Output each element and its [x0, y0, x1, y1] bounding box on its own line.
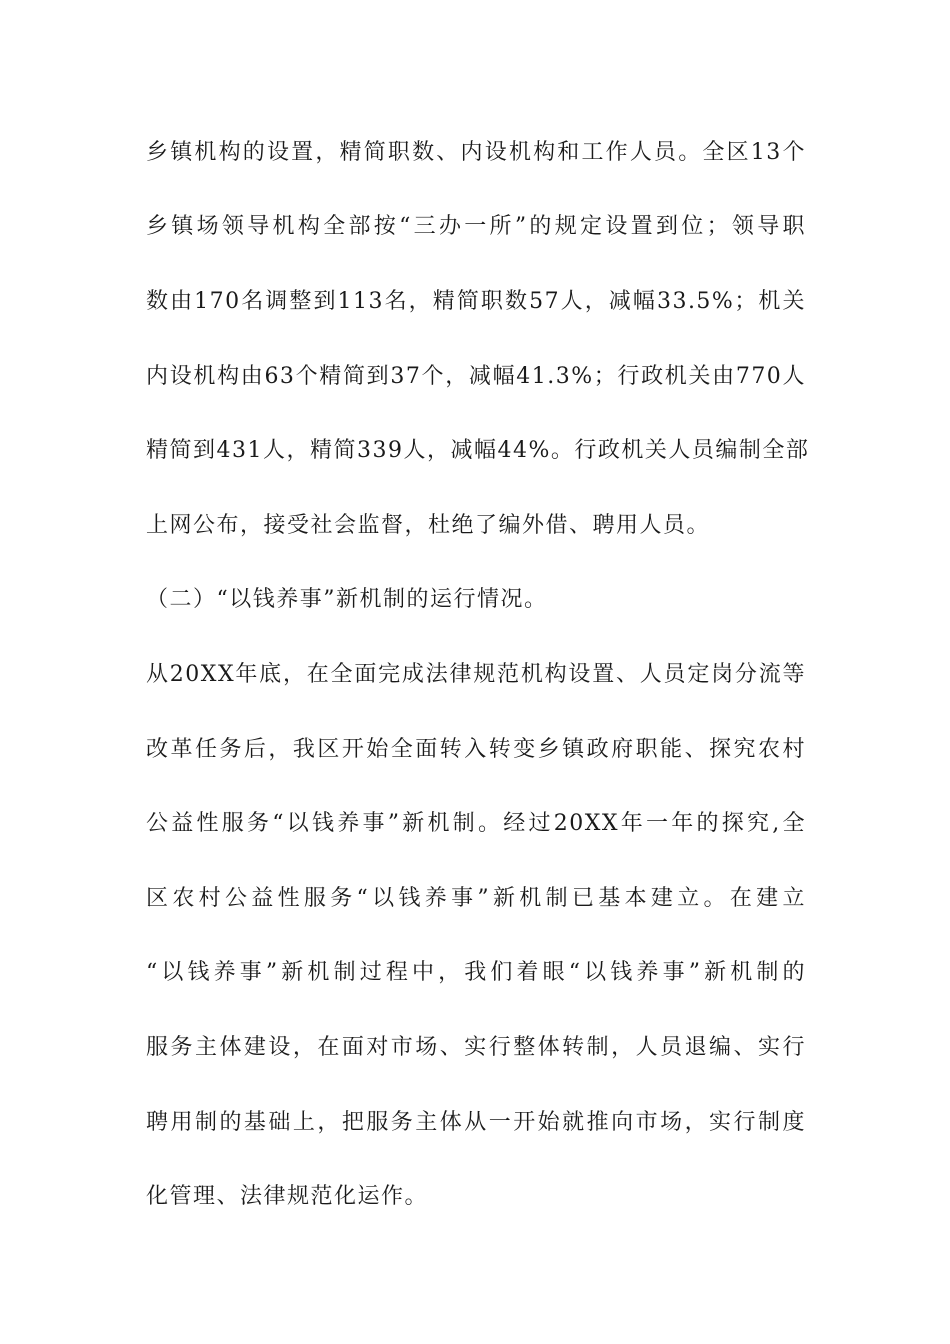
text-line: 区农村公益性服务“以钱养事”新机制已基本建立。在建立: [146, 886, 806, 911]
text-line: 聘用制的基础上，把服务主体从一开始就推向市场，实行制度: [146, 1110, 806, 1135]
text-line: 数由170名调整到113名，精简职数57人，减幅33.5%；机关: [146, 289, 806, 314]
text-line: 公益性服务“以钱养事”新机制。经过20XX年一年的探究,全: [146, 811, 806, 836]
text-line: 乡镇机构的设置，精简职数、内设机构和工作人员。全区13个: [146, 140, 806, 165]
section-heading: （二）“以钱养事”新机制的运行情况。: [146, 587, 548, 612]
text-line: 内设机构由63个精简到37个，减幅41.3%；行政机关由770人: [146, 364, 806, 389]
text-line: “以钱养事”新机制过程中，我们着眼“以钱养事”新机制的: [146, 960, 806, 985]
text-line: 改革任务后，我区开始全面转入转变乡镇政府职能、探究农村: [146, 737, 806, 762]
text-line: 从20XX年底，在全面完成法律规范机构设置、人员定岗分流等: [146, 662, 806, 687]
text-line: 精简到431人，精简339人，减幅44%。行政机关人员编制全部: [146, 438, 810, 463]
text-line: 乡镇场领导机构全部按“三办一所”的规定设置到位；领导职: [146, 214, 806, 239]
text-line: 服务主体建设，在面对市场、实行整体转制，人员退编、实行: [146, 1035, 806, 1060]
text-line: 化管理、法律规范化运作。: [146, 1184, 429, 1209]
text-line: 上网公布，接受社会监督，杜绝了编外借、聘用人员。: [146, 513, 711, 538]
